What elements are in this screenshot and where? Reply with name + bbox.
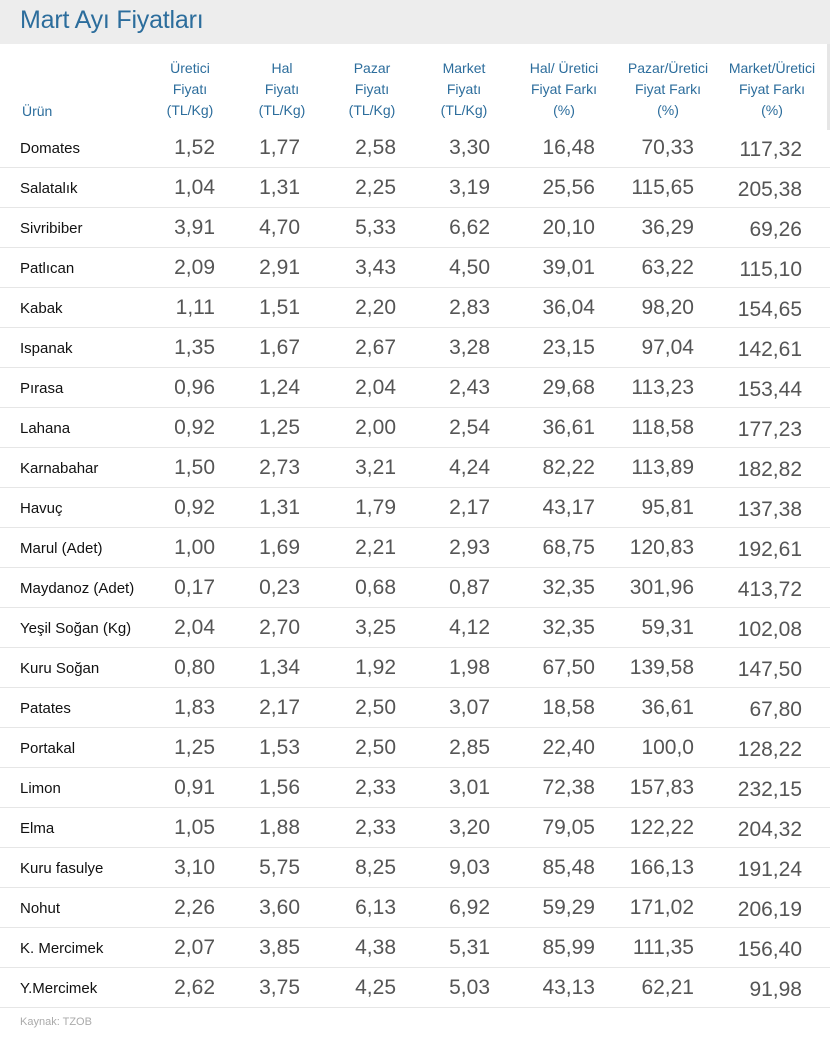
value-cell: 16,48 bbox=[542, 136, 595, 159]
value-cell: 2,43 bbox=[449, 376, 490, 399]
product-name: Nohut bbox=[20, 900, 61, 917]
value-cell: 3,30 bbox=[449, 136, 490, 159]
table-row bbox=[0, 488, 830, 528]
header-product: Ürün bbox=[22, 103, 53, 119]
value-cell: 4,24 bbox=[449, 456, 490, 479]
table-row bbox=[0, 968, 830, 1008]
header-line: Fiyat Farkı bbox=[738, 81, 806, 97]
table-row bbox=[0, 768, 830, 808]
value-cell: 0,92 bbox=[174, 416, 215, 439]
value-cell: 115,10 bbox=[739, 258, 802, 281]
value-cell: 1,53 bbox=[259, 736, 300, 759]
header-line: Fiyatı bbox=[172, 81, 208, 97]
value-cell: 2,85 bbox=[449, 736, 490, 759]
header-line: Üretici bbox=[170, 60, 210, 76]
title-bar bbox=[0, 0, 830, 44]
price-table bbox=[0, 44, 830, 1008]
value-cell: 2,26 bbox=[174, 896, 215, 919]
value-cell: 166,13 bbox=[629, 856, 694, 879]
value-cell: 1,31 bbox=[259, 496, 300, 519]
value-cell: 3,25 bbox=[355, 616, 396, 639]
value-cell: 8,25 bbox=[355, 856, 396, 879]
value-cell: 1,35 bbox=[174, 336, 215, 359]
value-cell: 2,73 bbox=[259, 456, 300, 479]
value-cell: 204,32 bbox=[737, 818, 802, 841]
value-cell: 9,03 bbox=[449, 856, 490, 879]
product-name: Yeşil Soğan (Kg) bbox=[20, 620, 132, 637]
value-cell: 2,04 bbox=[174, 616, 215, 639]
table-header bbox=[0, 44, 830, 128]
value-cell: 2,07 bbox=[174, 936, 215, 959]
value-cell: 69,26 bbox=[749, 218, 802, 241]
value-cell: 2,25 bbox=[355, 176, 396, 199]
header-line: (%) bbox=[657, 102, 679, 118]
value-cell: 137,38 bbox=[737, 498, 802, 521]
value-cell: 154,65 bbox=[737, 298, 802, 321]
header-line: Market bbox=[442, 60, 486, 76]
value-cell: 5,75 bbox=[259, 856, 300, 879]
value-cell: 4,38 bbox=[355, 936, 396, 959]
value-cell: 2,83 bbox=[449, 296, 490, 319]
value-cell: 0,68 bbox=[355, 576, 396, 599]
header-line: Fiyatı bbox=[354, 81, 390, 97]
value-cell: 36,61 bbox=[641, 696, 694, 719]
table-row bbox=[0, 848, 830, 888]
table-row bbox=[0, 448, 830, 488]
value-cell: 36,61 bbox=[542, 416, 595, 439]
value-cell: 70,33 bbox=[641, 136, 694, 159]
value-cell: 0,96 bbox=[174, 376, 215, 399]
table-row bbox=[0, 208, 830, 248]
value-cell: 36,29 bbox=[641, 216, 694, 239]
table-row bbox=[0, 888, 830, 928]
table-row bbox=[0, 128, 830, 168]
product-name: Lahana bbox=[20, 420, 71, 437]
value-cell: 1,24 bbox=[259, 376, 300, 399]
value-cell: 0,17 bbox=[174, 576, 215, 599]
value-cell: 142,61 bbox=[737, 338, 802, 361]
value-cell: 6,13 bbox=[355, 896, 396, 919]
value-cell: 3,01 bbox=[449, 776, 490, 799]
product-name: Havuç bbox=[20, 500, 63, 517]
value-cell: 0,80 bbox=[174, 656, 215, 679]
value-cell: 36,04 bbox=[542, 296, 595, 319]
value-cell: 3,43 bbox=[355, 256, 396, 279]
product-name: Elma bbox=[20, 820, 55, 837]
value-cell: 6,62 bbox=[449, 216, 490, 239]
value-cell: 120,83 bbox=[629, 536, 694, 559]
header-line: Pazar/Üretici bbox=[627, 60, 709, 76]
value-cell: 4,25 bbox=[355, 976, 396, 999]
value-cell: 67,80 bbox=[749, 698, 802, 721]
header-bazaar-price bbox=[332, 58, 412, 121]
value-cell: 2,67 bbox=[355, 336, 396, 359]
value-cell: 1,67 bbox=[259, 336, 300, 359]
header-line: (%) bbox=[761, 102, 783, 118]
value-cell: 95,81 bbox=[641, 496, 694, 519]
value-cell: 102,08 bbox=[737, 618, 802, 641]
value-cell: 156,40 bbox=[737, 938, 802, 961]
value-cell: 91,98 bbox=[749, 978, 802, 1001]
header-wholesale-price bbox=[242, 58, 322, 121]
value-cell: 191,24 bbox=[737, 858, 802, 881]
header-market-price bbox=[424, 58, 504, 121]
value-cell: 2,58 bbox=[355, 136, 396, 159]
value-cell: 100,0 bbox=[641, 736, 694, 759]
value-cell: 63,22 bbox=[641, 256, 694, 279]
table-row bbox=[0, 288, 830, 328]
value-cell: 2,50 bbox=[355, 696, 396, 719]
value-cell: 62,21 bbox=[641, 976, 694, 999]
value-cell: 139,58 bbox=[629, 656, 694, 679]
header-line: Market/Üretici bbox=[728, 60, 816, 76]
product-name: Salatalık bbox=[20, 180, 78, 197]
product-name: Karnabahar bbox=[20, 460, 99, 477]
product-name: Portakal bbox=[20, 740, 76, 757]
value-cell: 20,10 bbox=[542, 216, 595, 239]
value-cell: 2,17 bbox=[259, 696, 300, 719]
product-name: Kuru fasulye bbox=[20, 860, 104, 877]
product-name: Pırasa bbox=[20, 380, 64, 397]
product-name: Y.Mercimek bbox=[20, 980, 98, 997]
value-cell: 3,19 bbox=[449, 176, 490, 199]
value-cell: 3,20 bbox=[449, 816, 490, 839]
value-cell: 122,22 bbox=[629, 816, 694, 839]
value-cell: 67,50 bbox=[542, 656, 595, 679]
value-cell: 5,03 bbox=[449, 976, 490, 999]
value-cell: 1,31 bbox=[259, 176, 300, 199]
value-cell: 43,17 bbox=[542, 496, 595, 519]
value-cell: 1,25 bbox=[259, 416, 300, 439]
value-cell: 206,19 bbox=[737, 898, 802, 921]
table-row bbox=[0, 608, 830, 648]
value-cell: 113,23 bbox=[631, 376, 694, 399]
value-cell: 1,77 bbox=[259, 136, 300, 159]
value-cell: 59,31 bbox=[641, 616, 694, 639]
value-cell: 25,56 bbox=[542, 176, 595, 199]
value-cell: 301,96 bbox=[629, 576, 694, 599]
product-name: Maydanoz (Adet) bbox=[20, 580, 135, 597]
value-cell: 171,02 bbox=[629, 896, 694, 919]
table-row bbox=[0, 688, 830, 728]
product-name: Limon bbox=[20, 780, 61, 797]
value-cell: 32,35 bbox=[542, 616, 595, 639]
value-cell: 147,50 bbox=[737, 658, 802, 681]
value-cell: 153,44 bbox=[737, 378, 802, 401]
value-cell: 6,92 bbox=[449, 896, 490, 919]
value-cell: 118,58 bbox=[631, 416, 694, 439]
header-producer-price bbox=[150, 58, 230, 121]
value-cell: 177,23 bbox=[737, 418, 802, 441]
header-line: Hal bbox=[271, 60, 293, 76]
value-cell: 111,35 bbox=[632, 936, 694, 959]
value-cell: 1,56 bbox=[259, 776, 300, 799]
value-cell: 43,13 bbox=[542, 976, 595, 999]
value-cell: 1,69 bbox=[259, 536, 300, 559]
table-row bbox=[0, 248, 830, 288]
value-cell: 39,01 bbox=[542, 256, 595, 279]
value-cell: 2,33 bbox=[355, 816, 396, 839]
product-name: Ispanak bbox=[20, 340, 73, 357]
product-name: Sivribiber bbox=[20, 220, 83, 237]
header-line: (TL/Kg) bbox=[166, 102, 214, 118]
value-cell: 98,20 bbox=[641, 296, 694, 319]
table-row bbox=[0, 408, 830, 448]
header-line: (TL/Kg) bbox=[348, 102, 396, 118]
header-line: Hal/ Üretici bbox=[529, 60, 599, 76]
value-cell: 3,85 bbox=[259, 936, 300, 959]
table-row bbox=[0, 528, 830, 568]
value-cell: 1,79 bbox=[355, 496, 396, 519]
value-cell: 2,50 bbox=[355, 736, 396, 759]
value-cell: 2,17 bbox=[449, 496, 490, 519]
value-cell: 2,21 bbox=[355, 536, 396, 559]
header-market-producer-diff bbox=[720, 58, 824, 121]
value-cell: 1,52 bbox=[174, 136, 215, 159]
value-cell: 1,34 bbox=[259, 656, 300, 679]
value-cell: 22,40 bbox=[542, 736, 595, 759]
value-cell: 82,22 bbox=[542, 456, 595, 479]
value-cell: 2,62 bbox=[174, 976, 215, 999]
value-cell: 4,70 bbox=[259, 216, 300, 239]
value-cell: 72,38 bbox=[542, 776, 595, 799]
value-cell: 85,48 bbox=[542, 856, 595, 879]
value-cell: 3,28 bbox=[449, 336, 490, 359]
value-cell: 2,93 bbox=[449, 536, 490, 559]
value-cell: 1,11 bbox=[175, 296, 215, 319]
value-cell: 3,21 bbox=[355, 456, 396, 479]
value-cell: 2,33 bbox=[355, 776, 396, 799]
value-cell: 79,05 bbox=[542, 816, 595, 839]
value-cell: 85,99 bbox=[542, 936, 595, 959]
header-line: (TL/Kg) bbox=[440, 102, 488, 118]
value-cell: 1,04 bbox=[174, 176, 215, 199]
header-line: (%) bbox=[553, 102, 575, 118]
value-cell: 0,92 bbox=[174, 496, 215, 519]
value-cell: 4,12 bbox=[449, 616, 490, 639]
value-cell: 2,09 bbox=[174, 256, 215, 279]
value-cell: 3,07 bbox=[449, 696, 490, 719]
value-cell: 59,29 bbox=[542, 896, 595, 919]
value-cell: 29,68 bbox=[542, 376, 595, 399]
product-name: Kabak bbox=[20, 300, 63, 317]
value-cell: 5,31 bbox=[449, 936, 490, 959]
value-cell: 2,20 bbox=[355, 296, 396, 319]
value-cell: 1,05 bbox=[174, 816, 215, 839]
value-cell: 1,88 bbox=[259, 816, 300, 839]
table-row bbox=[0, 928, 830, 968]
table-row bbox=[0, 648, 830, 688]
product-name: Patlıcan bbox=[20, 260, 75, 277]
header-wholesale-producer-diff bbox=[514, 58, 614, 121]
table-body bbox=[0, 128, 830, 1008]
value-cell: 2,54 bbox=[449, 416, 490, 439]
value-cell: 232,15 bbox=[737, 778, 802, 801]
table-row bbox=[0, 368, 830, 408]
value-cell: 3,60 bbox=[259, 896, 300, 919]
value-cell: 2,70 bbox=[259, 616, 300, 639]
value-cell: 115,65 bbox=[631, 176, 694, 199]
product-name: Marul (Adet) bbox=[20, 540, 103, 557]
table-row bbox=[0, 568, 830, 608]
value-cell: 1,98 bbox=[449, 656, 490, 679]
value-cell: 18,58 bbox=[542, 696, 595, 719]
value-cell: 113,89 bbox=[631, 456, 694, 479]
value-cell: 23,15 bbox=[542, 336, 595, 359]
value-cell: 5,33 bbox=[355, 216, 396, 239]
value-cell: 1,50 bbox=[174, 456, 215, 479]
product-name: K. Mercimek bbox=[20, 940, 104, 957]
value-cell: 128,22 bbox=[737, 738, 802, 761]
header-line: Fiyatı bbox=[446, 81, 482, 97]
value-cell: 2,00 bbox=[355, 416, 396, 439]
source-note: Kaynak: TZOB bbox=[20, 1016, 92, 1028]
value-cell: 413,72 bbox=[737, 578, 802, 601]
value-cell: 68,75 bbox=[542, 536, 595, 559]
header-bazaar-producer-diff bbox=[614, 58, 722, 121]
value-cell: 192,61 bbox=[737, 538, 802, 561]
value-cell: 1,83 bbox=[174, 696, 215, 719]
value-cell: 97,04 bbox=[641, 336, 694, 359]
value-cell: 157,83 bbox=[629, 776, 694, 799]
header-line: (TL/Kg) bbox=[258, 102, 306, 118]
table-row bbox=[0, 728, 830, 768]
table-row bbox=[0, 808, 830, 848]
value-cell: 4,50 bbox=[449, 256, 490, 279]
header-line: Fiyatı bbox=[264, 81, 300, 97]
header-line: Fiyat Farkı bbox=[634, 81, 702, 97]
value-cell: 1,51 bbox=[259, 296, 300, 319]
header-line: Pazar bbox=[353, 60, 391, 76]
product-name: Domates bbox=[20, 140, 81, 157]
value-cell: 1,00 bbox=[174, 536, 215, 559]
page-title: Mart Ayı Fiyatları bbox=[20, 6, 204, 34]
value-cell: 182,82 bbox=[737, 458, 802, 481]
value-cell: 117,32 bbox=[739, 138, 802, 161]
value-cell: 2,04 bbox=[355, 376, 396, 399]
value-cell: 1,25 bbox=[174, 736, 215, 759]
product-name: Kuru Soğan bbox=[20, 660, 100, 677]
value-cell: 3,10 bbox=[174, 856, 215, 879]
value-cell: 1,92 bbox=[355, 656, 396, 679]
value-cell: 3,75 bbox=[259, 976, 300, 999]
value-cell: 0,91 bbox=[174, 776, 215, 799]
table-row bbox=[0, 168, 830, 208]
value-cell: 32,35 bbox=[542, 576, 595, 599]
header-line: Fiyat Farkı bbox=[530, 81, 598, 97]
value-cell: 205,38 bbox=[737, 178, 802, 201]
value-cell: 2,91 bbox=[259, 256, 300, 279]
table-row bbox=[0, 328, 830, 368]
value-cell: 0,23 bbox=[259, 576, 300, 599]
value-cell: 0,87 bbox=[449, 576, 490, 599]
value-cell: 3,91 bbox=[174, 216, 215, 239]
product-name: Patates bbox=[20, 700, 71, 717]
